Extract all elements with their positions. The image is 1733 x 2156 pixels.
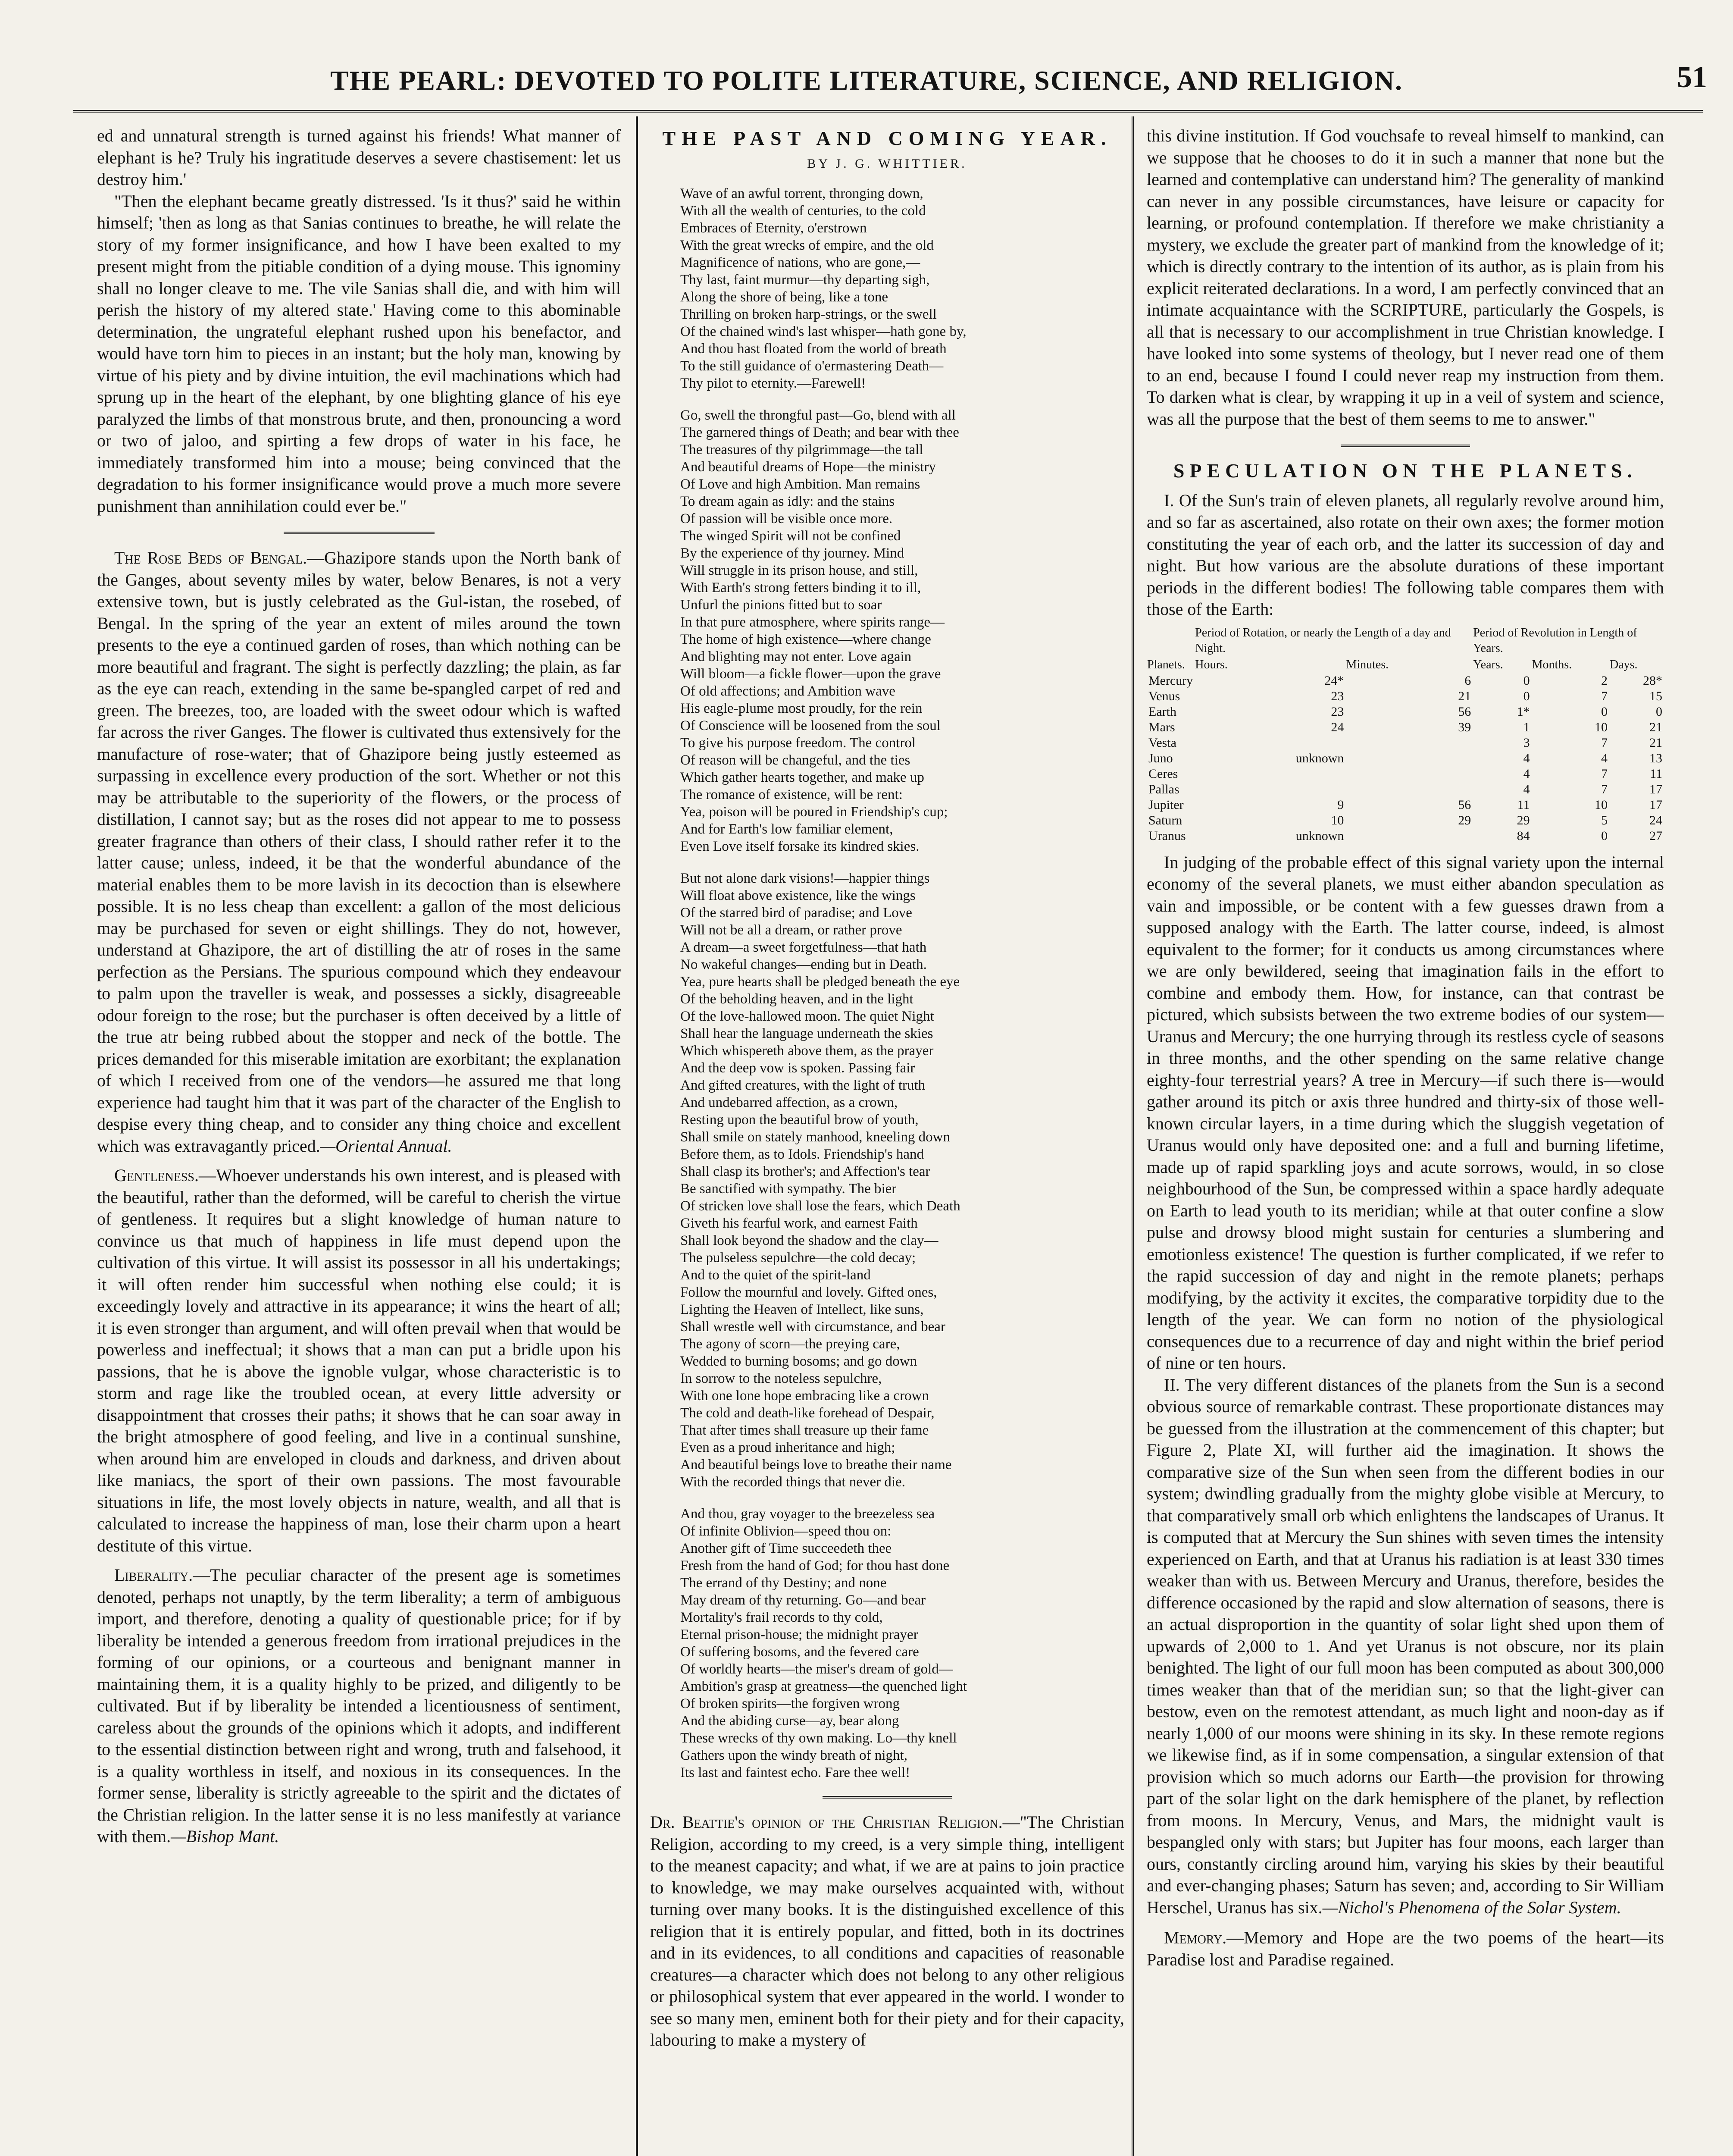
table-cell-minutes xyxy=(1345,828,1473,844)
table-row xyxy=(1147,735,1664,751)
poem-line: Giveth his fearful work, and earnest Faith xyxy=(680,1216,918,1231)
table-row xyxy=(1147,828,1664,844)
table-row xyxy=(1147,751,1664,766)
poem-stanza xyxy=(680,1505,1124,1781)
poem-line: Mortality's frail records to thy cold, xyxy=(680,1610,883,1625)
table-cell-hours: 23 xyxy=(1331,689,1344,703)
poem-line: The errand of thy Destiny; and none xyxy=(680,1575,887,1591)
poem-line: Shall hear the language underneath the skies xyxy=(680,1026,933,1041)
table-cell-planet: Pallas xyxy=(1148,782,1179,796)
table-cell-days: 13 xyxy=(1649,751,1662,765)
table-row xyxy=(1147,689,1664,704)
table-row xyxy=(1147,704,1664,720)
table-cell-planet: Ceres xyxy=(1148,766,1178,781)
poem-line: Wedded to burning bosoms; and go down xyxy=(680,1354,917,1369)
rose-beds-source: —Oriental Annual. xyxy=(320,1136,452,1156)
poem-line: The garnered things of Death; and bear with thee xyxy=(680,425,959,440)
table-row xyxy=(1147,813,1664,828)
table-cell-minutes xyxy=(1345,766,1473,782)
table-row xyxy=(1147,673,1664,689)
table-cell-days: 21 xyxy=(1649,720,1662,734)
table-cell-months: 0 xyxy=(1601,828,1608,843)
beattie-article xyxy=(650,1811,1124,2051)
poem-line: Will float above existence, like the wings xyxy=(680,888,916,903)
poem-line: To the still guidance of o'ermastering Death— xyxy=(680,358,944,374)
poem-line: Wave of an awful torrent, thronging down, xyxy=(680,186,923,201)
rose-beds-text: —Ghazipore stands upon the North bank of the Ganges, about seventy miles by water, below Benares, is not a very extensive town, but is justly celebrated as the Gul-istan, the rosebed, of Bengal. In the spring of the year an extent of miles around the town presents to the eye a continued garden of roses, than which nothing can be more beautiful and fragrant. The sight is perfectly dazzling; the plain, as far as the eye can reach, extending in the same be-spangled carpet of red and green. The breezes, too, are loaded with the sweet odour which is wafted far across the river Ganges. The flower is cultivated thus extensively for the manufacture of rose-water; that of Ghazipore being justly esteemed as surpassing in excellence every production of the sort. Whether or not this may be attributable to the superiority of the flowers, or the process of distillation, I cannot say; but as the roses did not appear to me to possess greater fragrance than others of their class, I should rather refer it to the latter cause; unless, indeed, it be that the wonderful abundance of the material enables them to be more lavish in its decoction than is elsewhere possible. It is no less cheap than excellent: a gallon of the most delicious may be purchased for seven or eight shillings. They do not, however, understand at Ghazipore, the art of distilling the atr of roses in the same perfection as the Persians. The spurious compound which they endeavour to palm upon the traveller is weak, and possesses a sickly, disagreeable odour foreign to the rose; but the purchaser is often deceived by a little of the true atr being rubbed about the stopper and neck of the bottle. The prices demanded for this miserable imitation are exorbitant; the explanation of which I received from one of the vendors—he assured me that long experience had taught him that it was part of the character of the English to despise every thing cheap, and to consider any thing choice and excellent which was extravagantly priced. xyxy=(97,548,621,1156)
table-header-days: Days. xyxy=(1610,658,1638,671)
masthead: THE PEARL: DEVOTED TO POLITE LITERATURE, SCIENCE, AND RELIGION. xyxy=(330,65,1403,96)
table-cell-planet: Mars xyxy=(1148,720,1175,734)
poem-line: Its last and faintest echo. Fare thee well! xyxy=(680,1765,910,1780)
table-cell-months: 2 xyxy=(1601,673,1608,688)
poem-line: No wakeful changes—ending but in Death. xyxy=(680,957,927,972)
poem-line: Yea, poison will be poured in Friendship's cup; xyxy=(680,804,948,820)
table-cell-minutes: 56 xyxy=(1458,797,1471,812)
planets-paragraph-3 xyxy=(1147,1374,1664,1919)
poem-line: Which whispereth above them, as the prayer xyxy=(680,1043,934,1059)
poem-line: The treasures of thy pilgrimmage—the tall xyxy=(680,442,923,458)
planets-paragraph-3-text: II. The very different distances of the planets from the Sun is a second obvious source of remarkable contrast. These proportionate distances may be guessed from the illustration at the commencement of this chapter; but Figure 2, Plate XI, will further aid the imagination. It shows the comparative size of the Sun when seen from the different bodies in our system; dwindling gradually from the mighty globe visible at Mercury, to that comparatively small orb which enlightens the landscapes of Uranus. It is computed that at Mercury the Sun shines with seven times the intensity experienced on Earth, and that at Uranus his radiation is at least 330 times weaker than with us. Between Mercury and Uranus, therefore, besides the difference occasioned by the rapid and slow alternation of seasons, there is an actual disproportion in the quantity of solar light shed upon them of upwards of 2,000 to 1. And yet Uranus is not obscure, nor its plain benighted. The light of our full moon has been computed as about 300,000 times weaker than that of the meridian sun; so that the light-giver can bestow, even on the remotest attendant, as much light and noon-day as if nearly 1,000 of our moons were shining in its sky. In these remote regions we likewise find, as if in some compensation, a singular extension of that provision which so much adorns our Earth—the provision for throwing part of the solar light on the dark hemisphere of the planet, by reflection from moons. In Mercury, Venus, and Mars, the midnight vault is bespangled only with stars; but Jupiter has four moons, each larger than ours, constantly circling around him, varying his skies by their beautiful and ever-changing phases; Saturn has seven; and, according to Sir William Herschel, Uranus has six. xyxy=(1147,1375,1664,1917)
poem-line: To dream again as idly: and the stains xyxy=(680,494,895,509)
table-cell-minutes xyxy=(1345,751,1473,766)
liberality-article xyxy=(97,1564,621,1848)
poem-line: The winged Spirit will not be confined xyxy=(680,528,901,544)
table-header-revolution: Period of Revolution in Length of Years. xyxy=(1473,626,1637,655)
table-cell-hours: 23 xyxy=(1331,704,1344,719)
table-row xyxy=(1147,720,1664,735)
poem-line: With one lone hope embracing like a crown xyxy=(680,1388,929,1404)
table-cell-minutes: 29 xyxy=(1458,813,1471,827)
table-cell-days: 0 xyxy=(1656,704,1662,719)
poem-line: Shall smile on stately manhood, kneeling down xyxy=(680,1129,951,1145)
liberality-source: —Bishop Mant. xyxy=(171,1827,279,1846)
poem-line: Which gather hearts together, and make up xyxy=(680,770,924,785)
planets-paragraph-2: In judging of the probable effect of this signal variety upon the internal economy of the several planets, we must either abandon speculation as vain and impossible, or be content with a few guesses drawn from a supposed analogy with the Earth. The latter course, indeed, is almost equivalent to the former; for it conducts us among circumstances where we are only bewildered, seeing that imagination fails in the effort to combine and embody them. How, for instance, can that contrast be pictured, which subsists between the two extreme bodies of our system—Uranus and Mercury; the one hurrying through its restless cycle of seasons in three months, and the other spending on the same relative change eighty-four terrestrial years? A tree in Mercury—if such there is—would gather around its pitch or axis three hundred and thirty-six of those well-known circular layers, in a time during which the sluggish vegetation of Uranus would only have deposited one: and a full and burning lifetime, made up of rapid sparkling joys and acute sorrows, would, in so close neighbourhood of the Sun, be compressed within a space hardly adequate on Earth to lead youth to its meridian; while at that outer confine a slow pulse and drowsy blood might sustain for centuries a slumbering and emotionless existence! The question is further complicated, if we refer to the rapid succession of day and night in the remote planets; perhaps modifying, by the activity it excites, the comparative torpidity due to the length of the year. We can form no notion of the physiological consequences due to a recurrence of day and night within the brief period of nine or ten hours. xyxy=(1147,852,1664,1373)
poem-line: With Earth's strong fetters binding it to ill, xyxy=(680,580,921,595)
table-cell-days: 15 xyxy=(1649,689,1662,703)
poem-line: Unfurl the pinions fitted but to soar xyxy=(680,597,882,613)
table-cell-hours: unknown xyxy=(1295,828,1344,843)
table-cell-hours: 24* xyxy=(1324,673,1344,688)
elephant-tale-paragraph: "Then the elephant became greatly distressed. 'Is it thus?' said he within himself; 'then as long as that Sanias continues to breathe, he will relate the story of my former insignificance, and how I have been exalted to my present might from the pitiable condition of a dying mouse. This ignominy shall no longer cleave to me. The vile Sanias shall die, and with him will perish the history of my altered state.' Having come to this abominable determination, the ungrateful elephant rushed upon his benefactor, and would have torn him to pieces in an instant; but the holy man, knowing by virtue of his piety and by divine intuition, the evil machinations which had sprung up in the heart of the elephant, by one blighting glance of his eye paralyzed the limbs of that monstrous brute, and then, pronouncing a word or two of jaloo, and spirting a few drops of water in his face, he immediately transformed him into a mouse; being convinced that the degradation to his former insignificance would prove a much more severe punishment than annihilation could ever be." xyxy=(97,191,621,516)
table-cell-planet: Jupiter xyxy=(1148,797,1184,812)
poem-line: With all the wealth of centuries, to the cold xyxy=(680,203,926,219)
poem-line: Shall wrestle well with circumstance, and bear xyxy=(680,1319,945,1335)
poem-line: Of the starred bird of paradise; and Love xyxy=(680,905,912,921)
memory-text: —Memory and Hope are the two poems of the heart—its Paradise lost and Paradise regained. xyxy=(1147,1928,1664,1969)
poem-line: Go, swell the throngful past—Go, blend with all xyxy=(680,407,956,423)
poem-line: In that pure atmosphere, where spirits range— xyxy=(680,614,945,630)
column-divider-2 xyxy=(1132,116,1134,2156)
column-1 xyxy=(97,125,621,2156)
table-row xyxy=(1147,766,1664,782)
poem-line: Fresh from the hand of God; for thou hast done xyxy=(680,1558,950,1573)
beattie-continuation: this divine institution. If God vouchsafe to reveal himself to mankind, can we suppose that he chooses to do it in such a manner that none but the learned and contemplative can understand him? The generality of mankind can never in any possible circumstances, have leisure or capacity for learning, or profound contemplation. If therefore we make christianity a mystery, we exclude the greater part of mankind from the knowledge of it; which is directly contrary to the intention of its author, as is plain from his explicit reiterated declarations. In a word, I am perfectly convinced that an intimate acquaintance with the SCRIPTURE, particularly the Gospels, is all that is necessary to our accomplishment in true Christian knowledge. I have looked into some systems of theology, but I never read one of them to an end, because I found I could never reap my instruction from them. To darken what is clear, by wrapping it up in a veil of system and science, was all the purpose that the best of them seems to me to answer." xyxy=(1147,126,1664,429)
table-cell-years: 11 xyxy=(1517,797,1530,812)
poem-line: Thy last, faint murmur—thy departing sigh, xyxy=(680,272,930,288)
planets-table-body xyxy=(1147,673,1664,844)
planets-paragraph-1: I. Of the Sun's train of eleven planets, all regularly revolve around him, and so far as ascertained, also rotate on their own axes; the former motion constituting the year of each orb, and the latter its succession of day and night. But how various are the absolute durations of these important periods in the different bodies! The following table compares them with those of the Earth: xyxy=(1147,490,1664,619)
poem-line: Shall look beyond the shadow and the clay— xyxy=(680,1233,938,1248)
table-cell-months: 4 xyxy=(1601,751,1608,765)
table-cell-months: 10 xyxy=(1595,720,1608,734)
gentleness-heading: Gentleness. xyxy=(114,1166,199,1185)
poem-line: Of reason will be changeful, and the ties xyxy=(680,752,910,768)
poem-stanza xyxy=(680,870,1124,1491)
poem-line: And thou, gray voyager to the breezeless sea xyxy=(680,1506,935,1522)
table-cell-years: 4 xyxy=(1523,751,1530,765)
rose-beds-article xyxy=(97,547,621,1157)
table-cell-days: 17 xyxy=(1649,797,1662,812)
beattie-heading: Dr. Beattie's opinion of the Christian Religion. xyxy=(650,1812,1003,1832)
poem-line: Of old affections; and Ambition wave xyxy=(680,683,895,699)
table-cell-years: 84 xyxy=(1517,828,1530,843)
poem-line: Will bloom—a fickle flower—upon the grave xyxy=(680,666,941,682)
poem-line: The agony of scorn—the preying care, xyxy=(680,1336,900,1352)
poem-line: Of the love-hallowed moon. The quiet Night xyxy=(680,1009,934,1024)
top-rule xyxy=(73,110,1703,113)
table-cell-months: 7 xyxy=(1601,766,1608,781)
poem-line: Gathers upon the windy breath of night, xyxy=(680,1748,907,1763)
table-row xyxy=(1147,782,1664,797)
poem-line: With the great wrecks of empire, and the old xyxy=(680,238,934,253)
poem-byline: BY J. G. WHITTIER. xyxy=(807,156,967,171)
beattie-text: —"The Christian Religion, according to my creed, is a very simple thing, intelligent to the meanest capacity; and what, if we are at pains to join practice to knowledge, we may make ourselves acquainted with, without turning over many books. It is the distinguished excellence of this religion that it is entirely popular, and fitted, both in its doctrines and in its evidences, to all conditions and capacities of reasonable creatures—a character which does not belong to any other religious or philosophical system that ever appeared in the world. I wonder to see so many men, eminent both for their piety and for their capacity, labouring to make a mystery of xyxy=(650,1812,1124,2049)
poem-line: That after times shall treasure up their fame xyxy=(680,1423,929,1438)
poem-body xyxy=(650,185,1124,1781)
poem-line: Thy pilot to eternity.—Farewell! xyxy=(680,376,866,391)
table-cell-hours xyxy=(1195,782,1345,797)
poem-line: Magnificence of nations, who are gone,— xyxy=(680,255,920,270)
table-cell-hours: 24 xyxy=(1331,720,1344,734)
poem-line: Of the chained wind's last whisper—hath gone by, xyxy=(680,324,967,339)
table-cell-months: 5 xyxy=(1601,813,1608,827)
table-header-planets: Planets. xyxy=(1147,658,1185,671)
poem-line: But not alone dark visions!—happier things xyxy=(680,871,930,886)
poem-line: By the experience of thy journey. Mind xyxy=(680,545,904,561)
poem-line: The romance of existence, will be rent: xyxy=(680,787,903,802)
liberality-heading: Liberality. xyxy=(114,1565,193,1585)
poem-line: May dream of thy returning. Go—and bear xyxy=(680,1592,926,1608)
table-header-hours: Hours. xyxy=(1195,658,1228,671)
poem-line: And to the quiet of the spirit-land xyxy=(680,1267,871,1283)
poem-line: Ambition's grasp at greatness—the quenched light xyxy=(680,1679,967,1694)
table-cell-hours xyxy=(1195,766,1345,782)
poem-line: And thou hast floated from the world of breath xyxy=(680,341,947,357)
poem-line: Be sanctified with sympathy. The bier xyxy=(680,1181,897,1197)
table-header-rotation: Period of Rotation, or nearly the Length of a day and Night. xyxy=(1195,626,1451,655)
table-cell-years: 4 xyxy=(1523,782,1530,796)
table-cell-minutes: 56 xyxy=(1458,704,1471,719)
table-cell-planet: Mercury xyxy=(1148,673,1193,688)
poem-line: Even as a proud inheritance and high; xyxy=(680,1440,895,1455)
poem-line: Of broken spirits—the forgiven wrong xyxy=(680,1696,900,1711)
poem-line: The home of high existence—where change xyxy=(680,632,931,647)
poem-line: These wrecks of thy own making. Lo—thy knell xyxy=(680,1730,957,1746)
table-cell-planet: Venus xyxy=(1148,689,1180,703)
table-cell-years: 0 xyxy=(1523,689,1530,703)
poem-line: And the abiding curse—ay, bear along xyxy=(680,1713,899,1729)
table-cell-years: 3 xyxy=(1523,735,1530,750)
column-2 xyxy=(650,125,1124,2156)
table-cell-years: 4 xyxy=(1523,766,1530,781)
poem-line: And undebarred affection, as a crown, xyxy=(680,1095,898,1110)
table-cell-months: 0 xyxy=(1601,704,1608,719)
poem-line: Resting upon the beautiful brow of youth, xyxy=(680,1112,919,1128)
planets-title: SPECULATION ON THE PLANETS. xyxy=(1173,460,1638,482)
column-3 xyxy=(1147,125,1664,2156)
poem-line: And beautiful dreams of Hope—the ministry xyxy=(680,459,936,475)
poem-line: Of infinite Oblivion—speed thou on: xyxy=(680,1523,892,1539)
table-cell-days: 27 xyxy=(1649,828,1662,843)
poem-line: Will not be all a dream, or rather prove xyxy=(680,922,902,938)
poem-line: In sorrow to the noteless sepulchre, xyxy=(680,1371,882,1386)
table-cell-months: 7 xyxy=(1601,782,1608,796)
poem-line: And gifted creatures, with the light of truth xyxy=(680,1078,926,1093)
table-cell-days: 17 xyxy=(1649,782,1662,796)
table-cell-planet: Uranus xyxy=(1148,828,1186,843)
poem-line: And the deep vow is spoken. Passing fair xyxy=(680,1060,915,1076)
table-cell-years: 1* xyxy=(1517,704,1530,719)
table-cell-hours: 9 xyxy=(1337,797,1344,812)
poem-line: Lighting the Heaven of Intellect, like suns, xyxy=(680,1302,924,1317)
poem-line: Along the shore of being, like a tone xyxy=(680,289,888,305)
poem-line: Of suffering bosoms, and the fevered care xyxy=(680,1644,919,1660)
poem-line: And beautiful beings love to breathe their name xyxy=(680,1457,952,1473)
table-cell-months: 10 xyxy=(1595,797,1608,812)
poem-line: Of the beholding heaven, and in the light xyxy=(680,991,913,1007)
table-cell-planet: Earth xyxy=(1148,704,1176,719)
column-divider-1 xyxy=(636,116,638,2156)
table-header-years: Years. xyxy=(1473,658,1503,671)
planets-source: —Nichol's Phenomena of the Solar System. xyxy=(1322,1897,1621,1917)
table-cell-minutes xyxy=(1345,782,1473,797)
table-cell-days: 11 xyxy=(1650,766,1662,781)
poem-line: And blighting may not enter. Love again xyxy=(680,649,912,664)
liberality-text: —The peculiar character of the present age is sometimes denoted, perhaps not unaptly, by the term liberality; a term of ambiguous import, and therefore, denoting a quality of questionable price; for if by liberality be intended a generous freedom from irrational prejudices in the forming of our opinions, or a courteous and benignant manner in maintaining them, it is a quality highly to be prized, and diligently to be cultivated. But if by liberality be intended a licentiousness of sentiment, careless about the grounds of the opinions which it adopts, and indifferent to the essential distinction between right and wrong, truth and falsehood, it is a quality worthless in itself, and noxious in its consequences. In the former sense, liberality is strictly agreeable to the spirit and the dictates of the Christian religion. In the latter sense it is no less manifestly at variance with them. xyxy=(97,1565,621,1846)
memory-heading: Memory. xyxy=(1164,1928,1227,1947)
table-cell-hours: 10 xyxy=(1331,813,1344,827)
poem-line: With the recorded things that never die. xyxy=(680,1474,905,1490)
table-cell-years: 0 xyxy=(1523,673,1530,688)
table-cell-minutes xyxy=(1345,735,1473,751)
table-cell-days: 28* xyxy=(1643,673,1662,688)
poem-line: Another gift of Time succeedeth thee xyxy=(680,1541,892,1556)
table-cell-months: 7 xyxy=(1601,689,1608,703)
poem-line: Of Conscience will be loosened from the soul xyxy=(680,718,941,733)
table-cell-minutes: 6 xyxy=(1464,673,1471,688)
poem-line: Of worldly hearts—the miser's dream of gold— xyxy=(680,1661,953,1677)
poem-line: Shall clasp its brother's; and Affection's tear xyxy=(680,1164,930,1179)
poem-line: Even Love itself forsake its kindred skies. xyxy=(680,839,920,854)
poem-line: His eagle-plume most proudly, for the rein xyxy=(680,701,923,716)
table-cell-years: 29 xyxy=(1517,813,1530,827)
elephant-tale-end: ed and unnatural strength is turned against his friends! What manner of elephant is he? Truly his ingratitude deserves a severe chastisement: let us destroy him.' xyxy=(97,126,621,189)
section-separator xyxy=(1341,445,1470,447)
table-cell-planet: Juno xyxy=(1148,751,1173,765)
table-row xyxy=(1147,797,1664,813)
poem-stanza xyxy=(680,185,1124,392)
table-cell-minutes: 21 xyxy=(1458,689,1471,703)
poem-line: Will struggle in its prison house, and still, xyxy=(680,563,918,578)
table-cell-hours xyxy=(1195,735,1345,751)
section-separator xyxy=(284,532,435,534)
poem-line: And for Earth's low familiar element, xyxy=(680,821,893,837)
poem-line: The cold and death-like forehead of Despair, xyxy=(680,1405,935,1421)
gentleness-article xyxy=(97,1165,621,1557)
poem-line: Follow the mournful and lovely. Gifted ones, xyxy=(680,1285,937,1300)
poem-line: Before them, as to Idols. Friendship's hand xyxy=(680,1147,924,1162)
table-header-minutes: Minutes. xyxy=(1346,658,1389,671)
poem-line: Yea, pure hearts shall be pledged beneath the eye xyxy=(680,974,960,990)
table-cell-hours: unknown xyxy=(1295,751,1344,765)
gentleness-text: —Whoever understands his own interest, and is pleased with the beautiful, rather than the deformed, will be careful to cherish the virtue of gentleness. It requires but a slight knowledge of human nature to convince us that much of happiness in life must depend upon the cultivation of this virtue. It will assist its possessor in all his undertakings; it will often render him successful when nothing else could; it is exceedingly lovely and attractive in its appearance; it wins the heart of all; it is even stronger than argument, and will often prevail when that would be powerless and ineffectual; it shows that a man can put a bridle upon his passions, that he is above the ignoble vulgar, whose characteristic is to storm and rage like the troubled ocean, at every little adversity or disappointment that crosses their paths; it shows that he can soar away in the bright atmosphere of good feeling, and live in a continual sunshine, when around him are enveloped in clouds and darkness, and driven about like maniacs, the sport of their own passions. The most favourable situations in life, the most lovely objects in nature, wealth, and all that is calculated to increase the happiness of man, lose their charm upon a heart destitute of this virtue. xyxy=(97,1166,621,1555)
table-header-months: Months. xyxy=(1532,658,1572,671)
table-cell-years: 1 xyxy=(1523,720,1530,734)
poem-line: Eternal prison-house; the midnight prayer xyxy=(680,1627,918,1642)
poem-stanza xyxy=(680,407,1124,855)
table-cell-planet: Saturn xyxy=(1148,813,1182,827)
table-cell-minutes: 39 xyxy=(1458,720,1471,734)
table-cell-days: 21 xyxy=(1649,735,1662,750)
section-separator xyxy=(823,1796,952,1799)
poem-title: THE PAST AND COMING YEAR. xyxy=(662,127,1112,149)
poem-line: Of Love and high Ambition. Man remains xyxy=(680,476,920,492)
poem-line: Of passion will be visible once more. xyxy=(680,511,893,526)
table-cell-months: 7 xyxy=(1601,735,1608,750)
poem-line: Embraces of Eternity, o'erstrown xyxy=(680,220,867,236)
poem-line: Of stricken love shall lose the fears, which Death xyxy=(680,1198,960,1214)
poem-line: To give his purpose freedom. The control xyxy=(680,735,916,751)
rose-beds-heading: The Rose Beds of Bengal. xyxy=(114,548,307,567)
planets-table xyxy=(1147,625,1664,844)
page-number: 51 xyxy=(1677,61,1707,94)
memory-article xyxy=(1147,1927,1664,1971)
poem-line: A dream—a sweet forgetfulness—that hath xyxy=(680,940,927,955)
poem-line: Thrilling on broken harp-strings, or the swell xyxy=(680,307,937,322)
table-cell-planet: Vesta xyxy=(1148,735,1176,750)
poem-line: The pulseless sepulchre—the cold decay; xyxy=(680,1250,916,1266)
table-cell-days: 24 xyxy=(1649,813,1662,827)
